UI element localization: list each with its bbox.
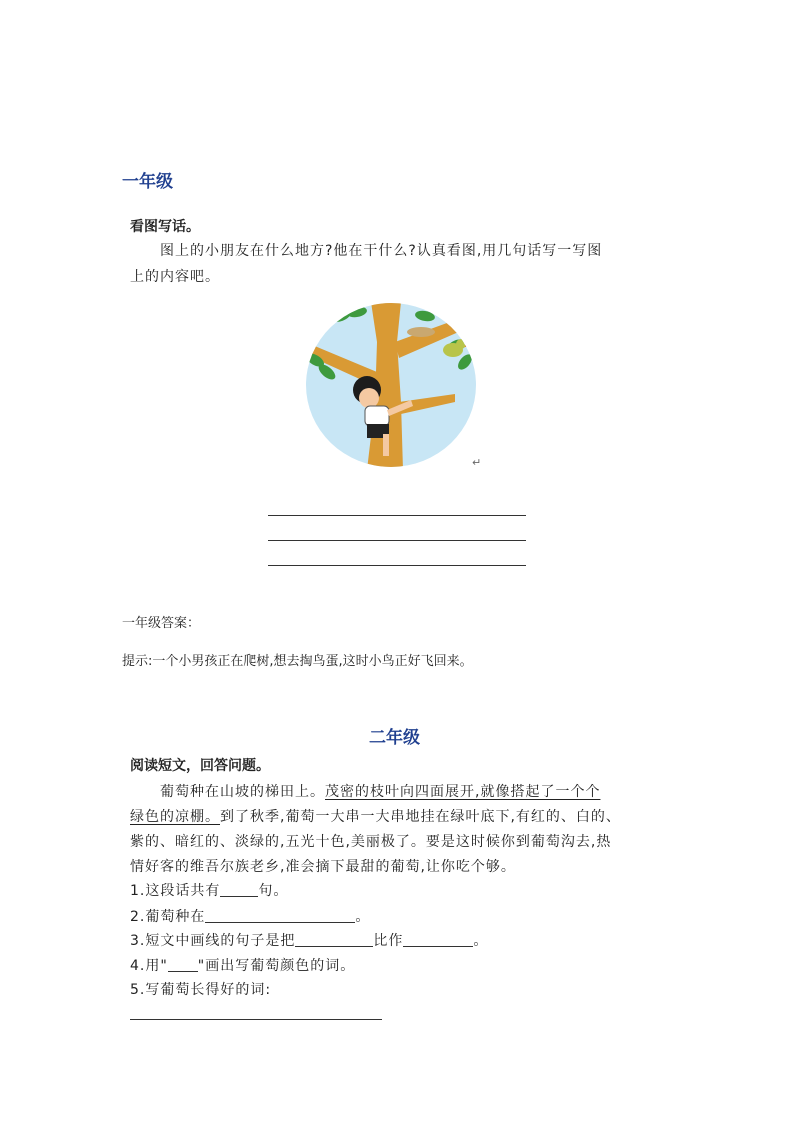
question-3 — [130, 930, 488, 950]
question-3-blank-1[interactable] — [295, 932, 373, 947]
question-1-text: 1.这段话共有 — [130, 883, 221, 899]
grade1-title: 一年级 — [122, 172, 173, 192]
question-4-underline-sample — [168, 957, 198, 972]
writing-line-3 — [268, 565, 526, 566]
question-2-text: 2.葡萄种在 — [130, 909, 206, 925]
question-5: 5.写葡萄长得好的词: — [130, 982, 272, 998]
question-2 — [130, 906, 370, 926]
question-4 — [130, 955, 355, 975]
question-5-answer-line[interactable] — [130, 1019, 382, 1020]
question-1-blank[interactable] — [220, 882, 258, 897]
question-2-blank[interactable] — [205, 908, 355, 923]
boy-climbing-tree-illustration — [305, 302, 477, 470]
question-3-suffix: 。 — [473, 933, 489, 949]
question-3-text: 3.短文中画线的句子是把 — [130, 933, 296, 949]
grade1-prompt-line1: 图上的小朋友在什么地方?他在干什么?认真看图,用几句话写一写图 — [160, 243, 603, 259]
underlined-sentence-part2: 绿色的凉棚。 — [130, 809, 220, 825]
return-mark-icon: ↵ — [472, 456, 482, 469]
question-3-middle: 比作 — [373, 933, 404, 949]
passage-sentence-1: 葡萄种在山坡的梯田上。 — [160, 784, 325, 800]
writing-line-2 — [268, 540, 526, 541]
grade1-prompt-line2: 上的内容吧。 — [130, 269, 220, 285]
grade1-answer-text: 提示:一个小男孩正在爬树,想去掏鸟蛋,这时小鸟正好飞回来。 — [122, 654, 473, 669]
writing-line-1 — [268, 515, 526, 516]
question-2-suffix: 。 — [355, 909, 371, 925]
question-1 — [130, 880, 288, 900]
passage-line-4: 情好客的维吾尔族老乡,准会摘下最甜的葡萄,让你吃个够。 — [130, 859, 516, 875]
grade1-task: 看图写话。 — [130, 219, 200, 235]
question-1-suffix: 句。 — [258, 883, 289, 899]
grade2-title: 二年级 — [369, 728, 420, 748]
passage-line-2 — [130, 806, 621, 826]
passage-sentence-3: 到了秋季,葡萄一大串一大串地挂在绿叶底下,有红的、白的、 — [220, 809, 621, 825]
underlined-sentence-part1: 茂密的枝叶向四面展开,就像搭起了一个个 — [325, 784, 601, 800]
passage-line-3: 紫的、暗红的、淡绿的,五光十色,美丽极了。要是这时候你到葡萄沟去,热 — [130, 834, 612, 850]
grade2-task: 阅读短文，回答问题。 — [130, 758, 270, 774]
passage-line-1 — [160, 781, 600, 801]
grade1-answer-label: 一年级答案： — [122, 616, 201, 631]
question-4-text: 4.用" — [130, 958, 168, 974]
question-3-blank-2[interactable] — [403, 932, 473, 947]
question-4-suffix: "画出写葡萄颜色的词。 — [197, 958, 356, 974]
